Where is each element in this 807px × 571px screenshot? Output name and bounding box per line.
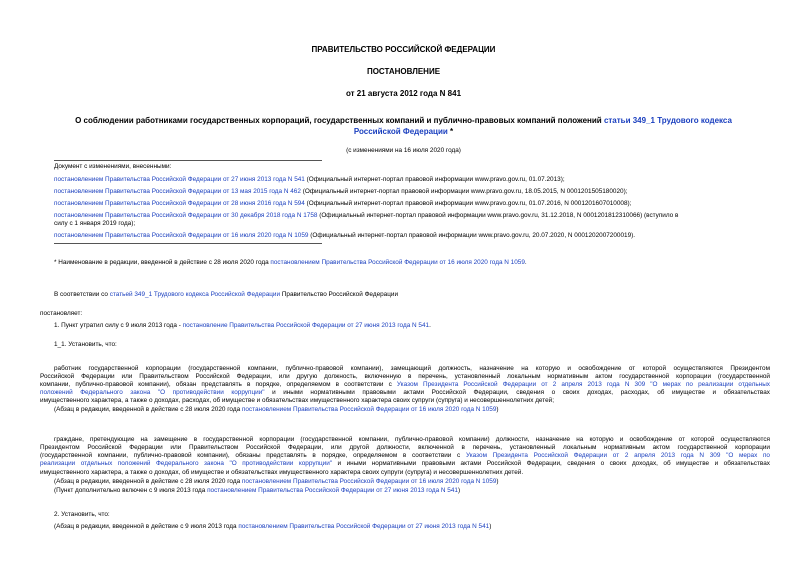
- title-article-link[interactable]: статьи 349_1 Трудового кодекса Российской Федерации: [353, 116, 732, 136]
- change-link[interactable]: постановлением Правительства Российской Федерации от 27 июня 2013 года N 541: [54, 176, 305, 183]
- worker-para-line: компании, публично-правовой компании), обязан представлять в порядке, определяемом в соответствии с Указом Президента Российской Федерации от 2 апреля 2013 года N 309 "О мерах по реализации отдельных: [40, 381, 770, 388]
- citizens-para-line: граждане, претендующие на замещение в государственной корпорации (государственной компании, публично-правовой компании) должности, назначение на которую и освобождение от которой осуществляются: [54, 436, 770, 443]
- citizens-para-line: (государственной компании, публично-правовой компании), обязаны представлять в порядке, определяемом в соответствии с Указом Президента Российской Федерации от 2 апреля 2013 года N 309 "О мерах по: [40, 452, 770, 459]
- document-kind: ПОСТАНОВЛЕНИЕ: [366, 67, 441, 76]
- change-link[interactable]: постановлением Правительства Российской Федерации от 13 мая 2015 года N 462: [54, 188, 301, 195]
- worker-para-line: Российской Федерации или Правительством Российской Федерации, или другую должность, включенную в перечень, установленный локальным нормативным актом государственной корпорации (государственной: [40, 373, 770, 380]
- point-1-link[interactable]: постановление Правительства Российской Федерации от 27 июня 2013 года N 541: [182, 322, 430, 329]
- amendment-link[interactable]: постановлением Правительства Российской Федерации от 16 июля 2020 года N 1059: [241, 478, 497, 485]
- document-title: [60, 115, 747, 137]
- footnote-link[interactable]: постановлением Правительства Российской Федерации от 16 июля 2020 года N 1059: [270, 259, 525, 266]
- change-item: постановлением Правительства Российской Федерации от 27 июня 2013 года N 541 (Официальный интернет-портал правовой информации www.pravo.gov.ru, 01.07.2013);: [54, 176, 565, 183]
- worker-para-line: работник государственной корпорации (государственной компании, публично-правовой компании), замещающий должность, назначение на которую и освобождение от которой осуществляются Президентом: [54, 365, 770, 372]
- change-link[interactable]: постановлением Правительства Российской Федерации от 16 июля 2020 года N 1059: [54, 232, 309, 239]
- footnote: * Наименование в редакции, введенной в действие с 28 июля 2020 года постановлением Правительства Российской Федерации от 16 июля 2020 года N 1059.: [54, 259, 527, 266]
- title-text: О соблюдении работниками государственных корпораций, государственных компаний и публично-правовых компаний положений: [75, 116, 604, 125]
- preamble: В соответствии со статьей 349_1 Трудового кодекса Российской Федерации Правительство Российской Федерации: [54, 291, 399, 298]
- divider-top: [54, 160, 322, 161]
- amendment-note: (Абзац в редакции, введенной в действие с 28 июля 2020 года постановлением Правительства Российской Федерации от 16 июля 2020 года N 1059): [54, 478, 499, 485]
- change-link[interactable]: постановлением Правительства Российской Федерации от 30 декабря 2018 года N 1758: [54, 212, 318, 219]
- title-footnote-mark: *: [447, 127, 454, 136]
- amendment-link[interactable]: постановлением Правительства Российской Федерации от 16 июля 2020 года N 1059: [241, 406, 497, 413]
- amendment-note: (Пункт дополнительно включен с 9 июля 2013 года постановлением Правительства Российской Федерации от 27 июня 2013 года N 541): [54, 487, 461, 494]
- point-1-1: 1_1. Установить, что:: [54, 341, 117, 348]
- worker-para-line: имущественного характера, а также о доходах, расходах, об имуществе и обязательствах имущественного характера своих супруги (супруга) и несовершеннолетних детей;: [40, 397, 555, 404]
- amendment-link[interactable]: постановлением Правительства Российской Федерации от 27 июня 2013 года N 541: [238, 523, 490, 530]
- decree-link[interactable]: Указом Президента Российской Федерации от 2 апреля 2013 года N 309 "О мерах по: [465, 452, 770, 459]
- decides: постановляет:: [40, 310, 83, 317]
- citizens-para-line: Президентом Российской Федерации или Правительством Российской Федерации, или другой должности, включенной в перечень, установленный локальным нормативным актом государственной корпорации: [40, 444, 770, 451]
- changes-intro: Документ с изменениями, внесенными:: [54, 163, 172, 170]
- amendment-note: (Абзац в редакции, введенной в действие с 9 июля 2013 года постановлением Правительства Российской Федерации от 27 июня 2013 года N 541): [54, 523, 492, 530]
- amendment-link[interactable]: постановлением Правительства Российской Федерации от 27 июня 2013 года N 541: [207, 487, 458, 494]
- document-date: от 21 августа 2012 года N 841: [345, 89, 462, 98]
- change-item: постановлением Правительства Российской Федерации от 30 декабря 2018 года N 1758 (Официальный интернет-портал правовой информации www.pravo.gov.ru, 31.12.2018, N 0001201812310066) (вступило в: [54, 212, 679, 219]
- citizens-para-line: имущественного характера, а также о доходах, об имуществе и обязательствах имущественного характера своих супруги (супруга) и несовершеннолетних детей.: [40, 469, 524, 476]
- amendment-note: (Абзац в редакции, введенной в действие с 28 июля 2020 года постановлением Правительства Российской Федерации от 16 июля 2020 года N 1059): [54, 406, 499, 413]
- point-2: 2. Установить, что:: [54, 511, 110, 518]
- preamble-link[interactable]: статьей 349_1 Трудового кодекса Российской Федерации: [109, 291, 281, 298]
- worker-para-line: положений Федерального закона "О противодействии коррупции" и иными нормативными правовыми актами Российской Федерации, сведения о своих доходах, расходах, об имуществе и обязательствах: [40, 389, 770, 396]
- change-item: постановлением Правительства Российской Федерации от 13 мая 2015 года N 462 (Официальный интернет-портал правовой информации www.pravo.gov.ru, 18.05.2015, N 0001201505180020);: [54, 188, 628, 195]
- citizens-para-line: реализации отдельных положений Федерального закона "О противодействии коррупции" и иными нормативными правовыми актами Российской Федерации, сведения о своих доходах, об имуществе и обязательствах: [40, 460, 770, 467]
- decree-link-cont[interactable]: реализации отдельных положений Федерального закона "О противодействии коррупции": [40, 460, 333, 467]
- decree-link[interactable]: Указом Президента Российской Федерации от 2 апреля 2013 года N 309 "О мерах по реализации отдельных: [396, 381, 770, 388]
- point-1: 1. Пункт утратил силу с 9 июля 2013 года - постановление Правительства Российской Федерации от 27 июня 2013 года N 541.: [54, 322, 431, 329]
- divider-bottom: [54, 243, 322, 244]
- change-item: постановлением Правительства Российской Федерации от 16 июля 2020 года N 1059 (Официальный интернет-портал правовой информации www.pravo.gov.ru, 20.07.2020, N 0001202007200019).: [54, 232, 636, 239]
- edition-note: (с изменениями на 16 июля 2020 года): [346, 147, 461, 154]
- decree-link-cont[interactable]: положений Федерального закона "О противодействии коррупции": [40, 389, 265, 396]
- change-item: постановлением Правительства Российской Федерации от 28 июня 2016 года N 594 (Официальный интернет-портал правовой информации www.pravo.gov.ru, 01.07.2016, N 0001201607010008);: [54, 200, 632, 207]
- change-link[interactable]: постановлением Правительства Российской Федерации от 28 июня 2016 года N 594: [54, 200, 305, 207]
- government-heading: ПРАВИТЕЛЬСТВО РОССИЙСКОЙ ФЕДЕРАЦИИ: [311, 45, 496, 54]
- change-item-cont: силу с 1 января 2019 года);: [54, 220, 136, 227]
